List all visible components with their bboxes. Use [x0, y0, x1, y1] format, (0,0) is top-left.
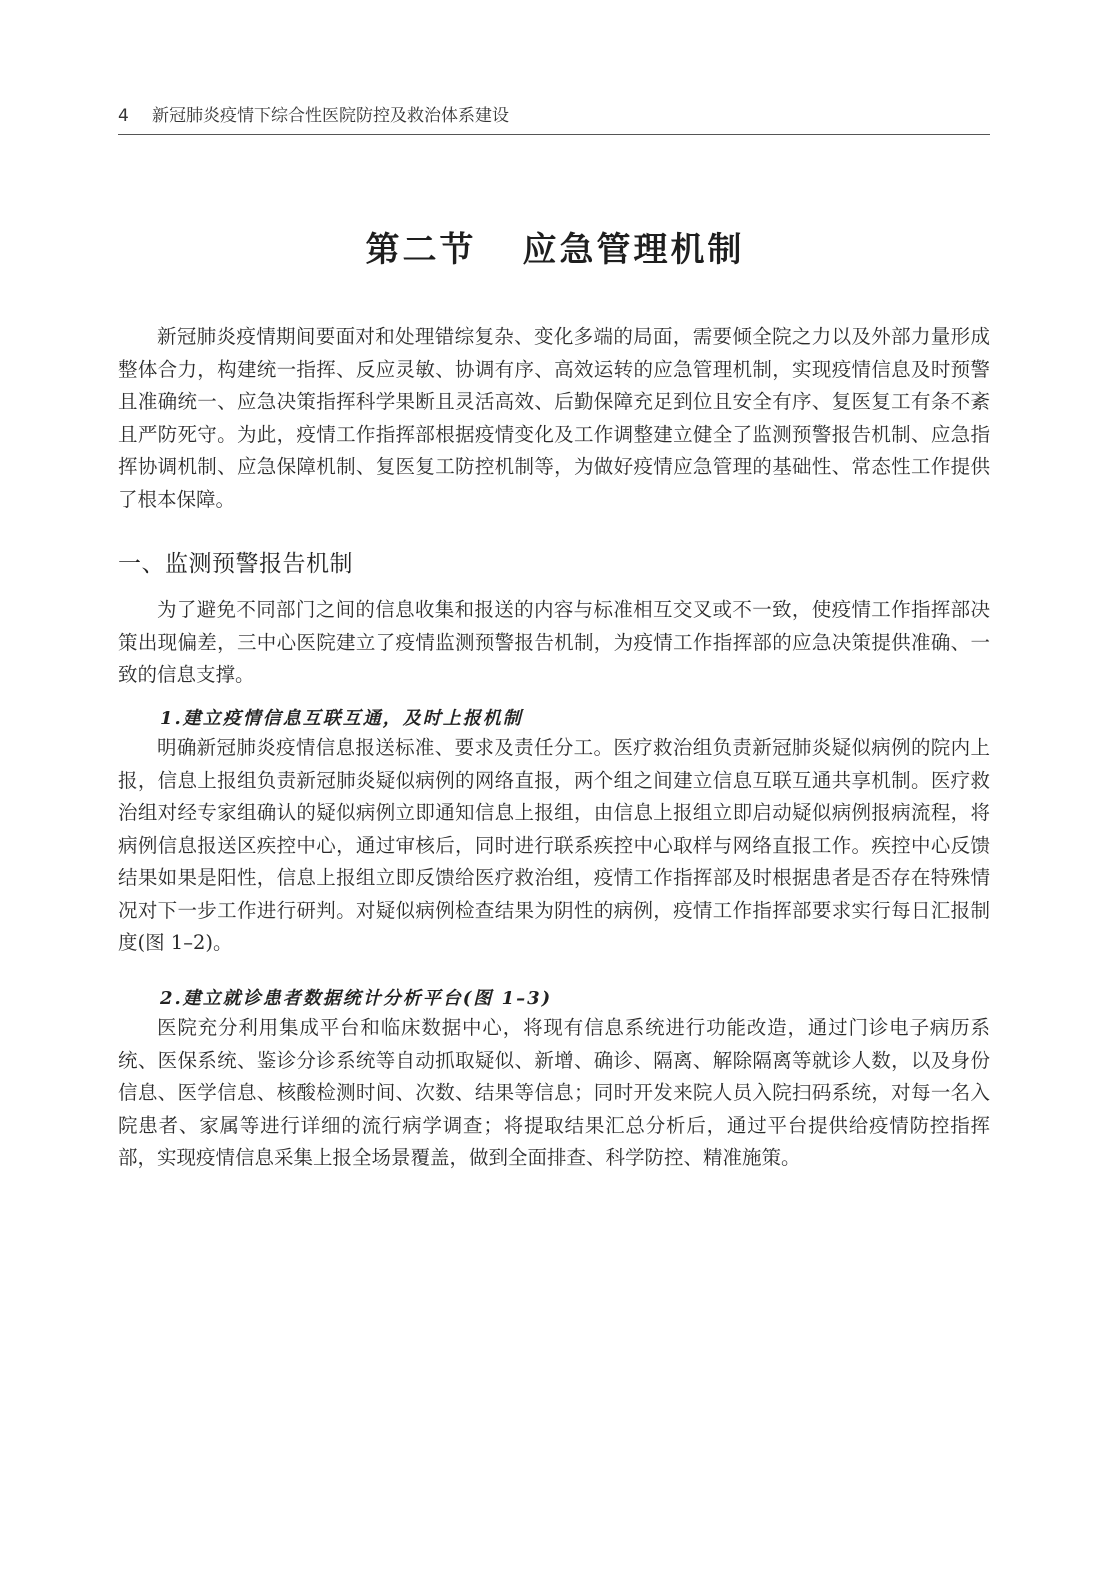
intro-paragraph: 新冠肺炎疫情期间要面对和处理错综复杂、变化多端的局面，需要倾全院之力以及外部力量形成整体合力，构建统一指挥、反应灵敏、协调有序、高效运转的应急管理机制，实现疫情信息及时预警且准确统一、应急决策指挥科学果断且灵活高效、后勤保障充足到位且安全有序、复医复工有条不紊且严防死守。为此，疫情工作指挥部根据疫情变化及工作调整建立健全了监测预警报告机制、应急指挥协调机制、应急保障机制、复医复工防控机制等，为做好疫情应急管理的基础性、常态性工作提供了根本保障。	[118, 325, 990, 511]
book-title: 新冠肺炎疫情下综合性医院防控及救治体系建设	[152, 106, 509, 126]
intro-block	[118, 321, 990, 516]
subsection-intro-paragraph: 为了避免不同部门之间的信息收集和报送的内容与标准相互交叉或不一致，使疫情工作指挥部决策出现偏差，三中心医院建立了疫情监测预警报告机制，为疫情工作指挥部的应急决策提供准确、一致的信息支撑。	[118, 598, 990, 686]
section-title	[0, 222, 1110, 271]
page-number: 4	[118, 106, 129, 126]
running-header	[118, 104, 990, 135]
subsection-intro-block	[118, 594, 990, 692]
section-label: 第二节	[365, 230, 477, 270]
item-2-paragraph: 医院充分利用集成平台和临床数据中心，将现有信息系统进行功能改造，通过门诊电子病历系统、医保系统、鉴诊分诊系统等自动抓取疑似、新增、确诊、隔离、解除隔离等就诊人数，以及身份信息、医学信息、核酸检测时间、次数、结果等信息；同时开发来院人员入院扫码系统，对每一名入院患者、家属等进行详细的流行病学调查；将提取结果汇总分析后，通过平台提供给疫情防控指挥部，实现疫情信息采集上报全场景覆盖，做到全面排查、科学防控、精准施策。	[118, 1016, 990, 1169]
item-2-block	[118, 1012, 990, 1175]
item-1-block	[118, 732, 990, 960]
item-1-paragraph: 明确新冠肺炎疫情信息报送标准、要求及责任分工。医疗救治组负责新冠肺炎疑似病例的院内上报，信息上报组负责新冠肺炎疑似病例的网络直报，两个组之间建立信息互联互通共享机制。医疗救治组对经专家组确认的疑似病例立即通知信息上报组，由信息上报组立即启动疑似病例报病流程，将病例信息报送区疾控中心，通过审核后，同时进行联系疾控中心取样与网络直报工作。疾控中心反馈结果如果是阳性，信息上报组立即反馈给医疗救治组，疫情工作指挥部及时根据患者是否存在特殊情况对下一步工作进行研判。对疑似病例检查结果为阴性的病例，疫情工作指挥部要求实行每日汇报制度(图 1–2)。	[118, 736, 990, 954]
item-2-heading: 2.建立就诊患者数据统计分析平台(图 1–3)	[160, 988, 553, 1009]
item-1-heading: 1.建立疫情信息互联互通，及时上报机制	[160, 708, 523, 729]
section-heading: 应急管理机制	[522, 230, 745, 270]
subsection-heading: 一、监测预警报告机制	[118, 551, 353, 577]
